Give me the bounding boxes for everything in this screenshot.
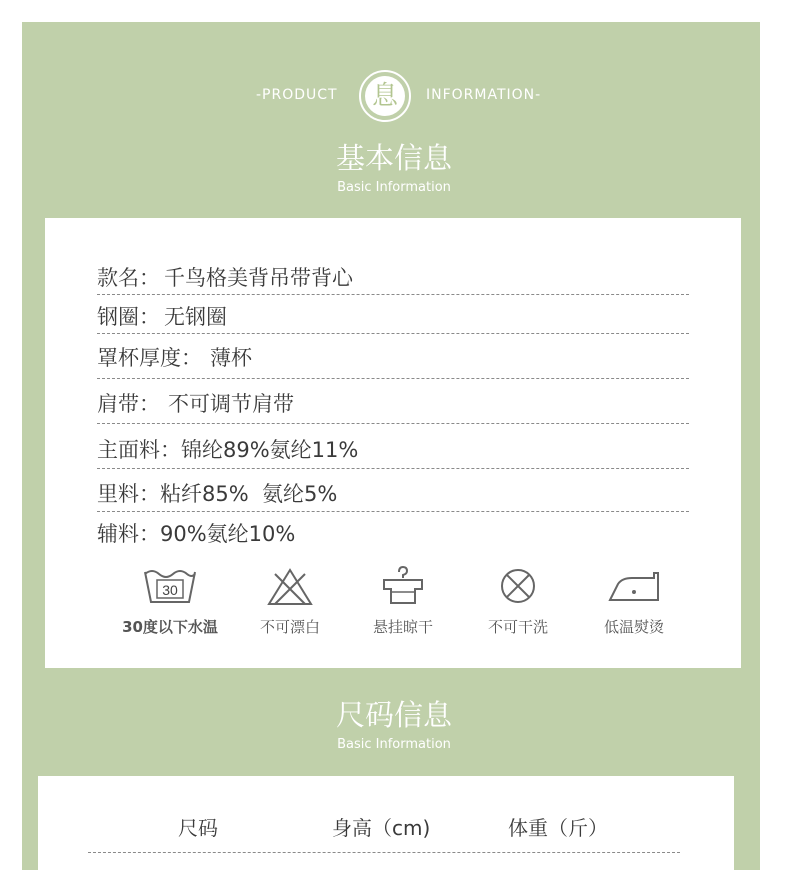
- product-label: -PRODUCT: [256, 87, 338, 103]
- info-label: 肩带：: [97, 392, 160, 416]
- info-row-lining: [97, 478, 689, 512]
- info-row-main-fabric: [97, 434, 689, 469]
- care-label: 悬挂晾干: [372, 618, 433, 636]
- info-row-cup-thickness: [97, 342, 689, 379]
- no-dry-clean-icon: [493, 566, 543, 606]
- info-badge-char: 息: [365, 76, 405, 116]
- care-item-bleach: [230, 566, 350, 637]
- care-label: 不可漂白: [259, 618, 320, 636]
- info-row-name: [97, 262, 689, 295]
- product-information-banner: [0, 70, 788, 122]
- section-subtitle-basic: Basic Information: [337, 180, 451, 195]
- wash-temperature: 30: [162, 582, 178, 598]
- info-row-underwire: [97, 301, 689, 334]
- section-title-basic: 基本信息: [335, 141, 452, 175]
- info-value: 不可调节肩带: [168, 392, 294, 416]
- hang-dry-icon: [378, 566, 428, 606]
- care-item-iron: [574, 566, 694, 637]
- care-item-wash: [110, 566, 230, 637]
- size-column-header: 尺码: [178, 816, 218, 840]
- care-item-dry-clean: [458, 566, 578, 637]
- info-value: 薄杯: [210, 346, 252, 370]
- info-label: 钢圈：: [97, 305, 160, 329]
- info-label: 辅料：: [97, 522, 160, 546]
- section-subtitle-size: Basic Information: [337, 737, 451, 752]
- size-table-divider: [88, 852, 680, 853]
- info-label: 款名：: [97, 266, 160, 290]
- info-label: 罩杯厚度：: [97, 346, 202, 370]
- info-value: 无钢圈: [164, 305, 227, 329]
- low-iron-icon: [606, 566, 662, 606]
- height-column-header: 身高（cm): [332, 816, 431, 840]
- info-value: 粘纤85% 氨纶5%: [160, 482, 338, 506]
- info-label: 主面料：: [97, 438, 181, 462]
- wash-30-icon: [142, 566, 198, 606]
- weight-column-header: 体重（斤）: [508, 816, 608, 840]
- section-title-size: 尺码信息: [335, 698, 452, 732]
- care-label: 30度以下水温: [122, 618, 218, 636]
- info-badge: [359, 70, 411, 122]
- info-value: 千鸟格美背吊带背心: [164, 266, 353, 290]
- care-label: 低温熨烫: [603, 618, 664, 636]
- no-bleach-icon: [265, 566, 315, 606]
- info-row-strap: [97, 388, 689, 424]
- info-value: 锦纶89%氨纶11%: [181, 438, 359, 462]
- info-row-accessory: [97, 518, 689, 548]
- information-label: INFORMATION-: [426, 87, 542, 103]
- care-item-hang-dry: [343, 566, 463, 637]
- info-value: 90%氨纶10%: [160, 522, 296, 546]
- info-label: 里料：: [97, 482, 160, 506]
- size-table-card: [38, 776, 734, 870]
- care-label: 不可干洗: [487, 618, 548, 636]
